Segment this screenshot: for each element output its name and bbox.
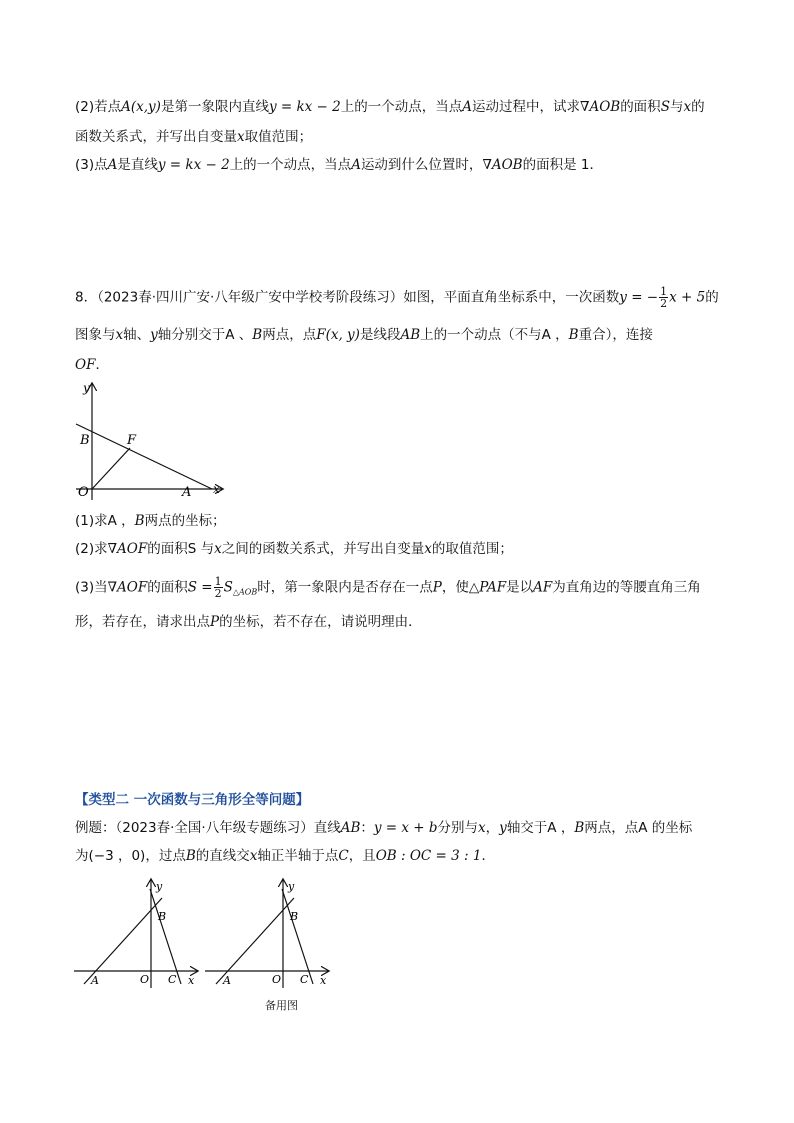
equation: y = kx − 2 <box>268 99 341 115</box>
backup-figure <box>203 874 333 992</box>
point-F-label: F <box>127 433 137 448</box>
q8-intro-line1: 8．（2023春·四川广安·八年级广安中学校考阶段练习）如图，平面直角坐标系中，一次函数y = − $\frac{1}{2}$ x + 5的 <box>75 285 719 310</box>
point-B-label: B <box>80 433 90 448</box>
y-axis-label: y <box>288 880 295 893</box>
x-axis-label: x <box>320 974 327 987</box>
q8-intro-line2: 图象与x轴、y轴分别交于A 、B两点，点F(x, y)是线段AB上的一个动点（不与A ，B重合），连接 <box>75 327 653 343</box>
origin-label: O <box>78 485 89 500</box>
q7-part2-line2: 函数关系式，并写出自变量x取值范围； <box>75 129 313 145</box>
example-line1: 例题：（2023春·全国·八年级专题练习）直线AB：y = x + b分别与x，y轴交于A ，B两点，点A 的坐标 <box>75 820 693 836</box>
x-axis-label: x <box>213 482 220 496</box>
line-AB <box>76 424 212 489</box>
q7-part2-line1: (2)若点A(x,y)是第一象限内直线y = kx − 2上的一个动点，当点A运动过程中，试求∇AOB的面积S与x的 <box>75 99 705 115</box>
q8-sub3-line2: 形，若存在，请求出点P的坐标，若不存在，请说明理由． <box>75 614 422 630</box>
x-axis-label: x <box>188 974 195 987</box>
segment-OF <box>92 448 130 489</box>
fraction: $\frac{1}{2}$ <box>660 285 668 310</box>
y-axis-label: y <box>156 880 163 893</box>
section-heading: 【类型二 一次函数与三角形全等问题】 <box>75 792 310 808</box>
q8-sub3-line1: (3)当∇AOF的面积S = $\frac{1}{2}$ $S_{\triangle AOB}$时，第一象限内是否存在一点P，使△PAF是以AF为直角边的等腰直角三角 <box>75 575 701 600</box>
point-A-label: A <box>91 974 99 987</box>
point-C-label: C <box>168 973 177 986</box>
line-BC <box>150 889 181 984</box>
backup-figure-caption: 备用图 <box>265 999 298 1012</box>
point-A-label: A <box>182 485 192 500</box>
q7-part3: (3)点A是直线y = kx − 2上的一个动点，当点A运动到什么位置时，∇AOB的面积是 1． <box>75 157 603 173</box>
q8-intro-line3: OF． <box>75 357 109 373</box>
point-A-label: A <box>223 974 231 987</box>
example-line2: 为(−3 ，0)，过点B的直线交x轴正半轴于点C，且OB : OC = 3 : 1． <box>75 848 495 864</box>
point-B-label: B <box>290 910 299 923</box>
origin-label: O <box>272 973 282 986</box>
point-B-label: B <box>158 910 167 923</box>
example-figure <box>72 874 202 992</box>
q8-sub1: (1)求A ，B两点的坐标； <box>75 513 226 529</box>
point-C-label: C <box>300 973 309 986</box>
y-axis-label: y <box>83 381 90 395</box>
fraction: $\frac{1}{2}$ <box>214 575 222 600</box>
q8-figure <box>72 378 232 502</box>
line-BC <box>282 889 313 984</box>
q8-sub2: (2)求∇AOF的面积S 与x之间的函数关系式，并写出自变量x的取值范围； <box>75 541 513 557</box>
point-A-coord: A(x,y) <box>121 99 161 115</box>
origin-label: O <box>140 973 150 986</box>
